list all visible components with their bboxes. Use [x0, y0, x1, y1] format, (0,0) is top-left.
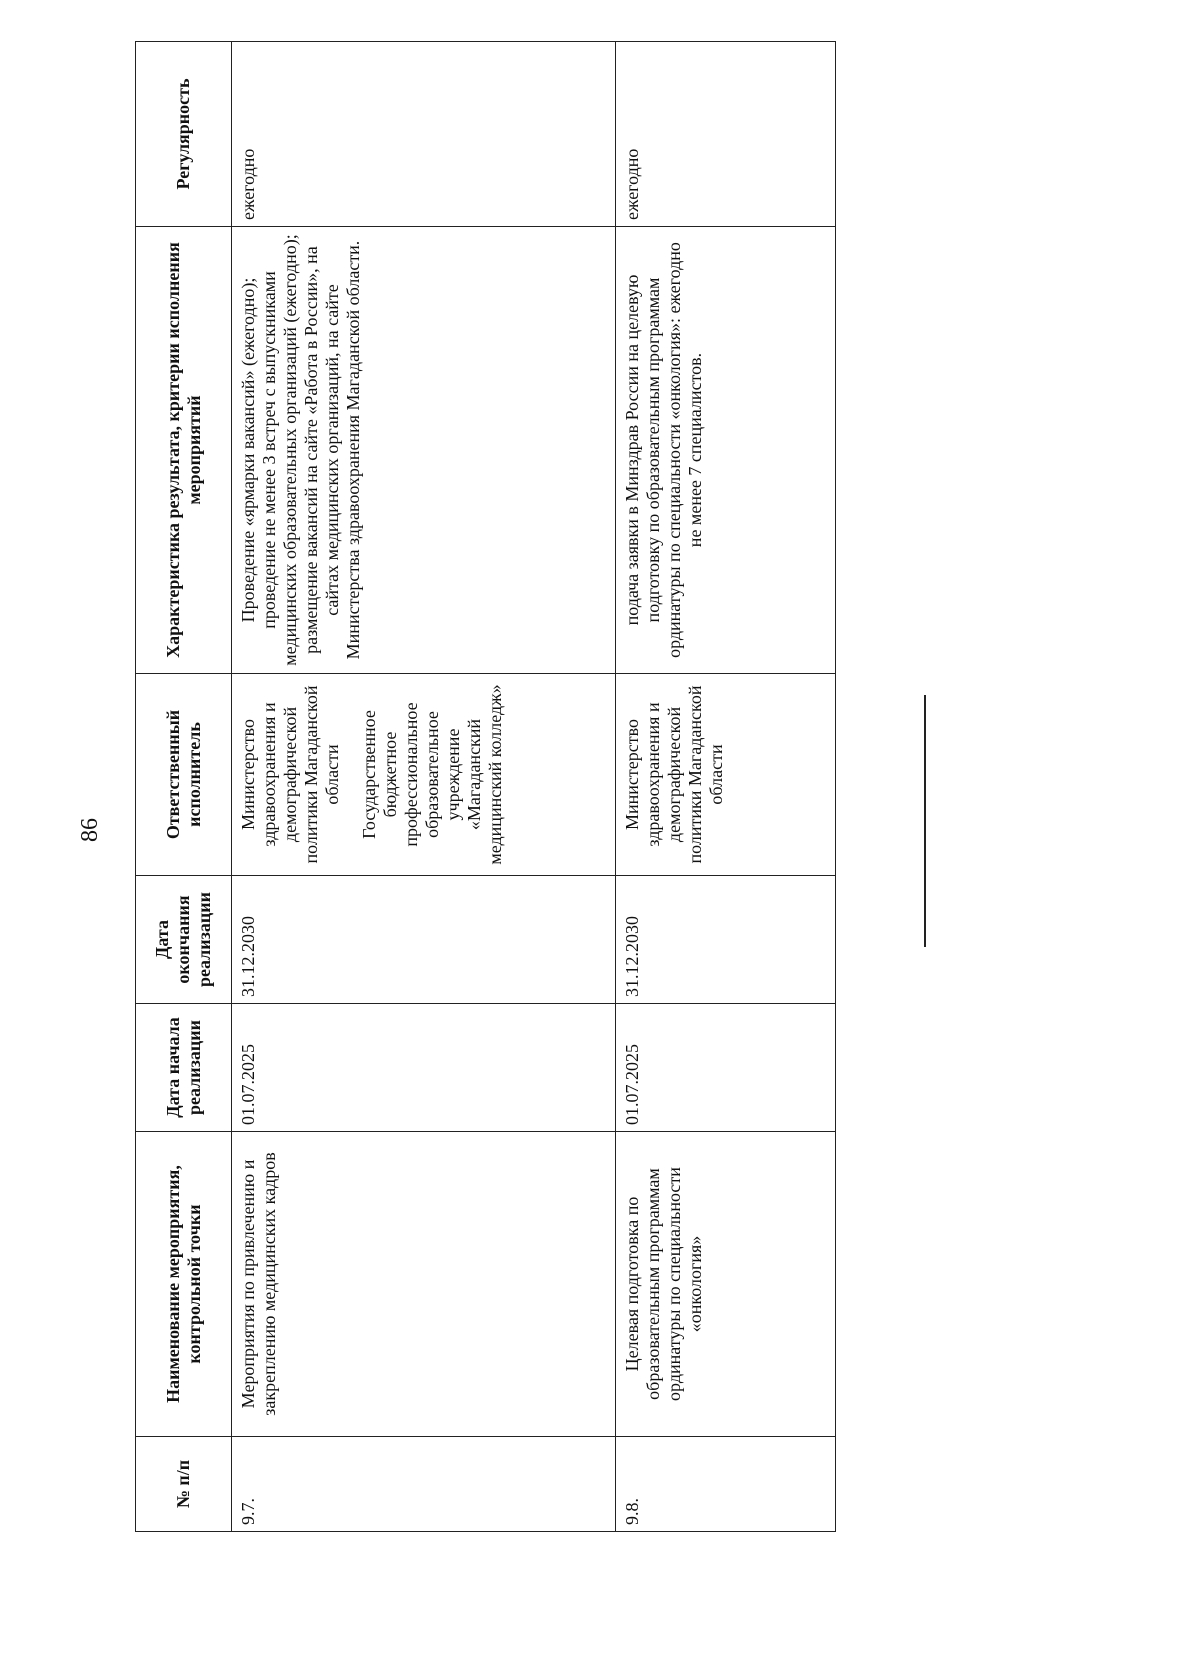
cell-regularity: ежегодно	[616, 42, 836, 227]
cell-num: 9.8.	[616, 1437, 836, 1532]
header-executor: Ответственный исполнитель	[136, 674, 232, 876]
header-start: Дата начала реализации	[136, 1004, 232, 1132]
header-result: Характеристика результата, критерии исполнения мероприятий	[136, 227, 232, 674]
cell-name: Целевая подготовка по образовательным программам ординатуры по специальности «онкология»	[616, 1132, 836, 1437]
cell-result: Проведение «ярмарки вакансий» (ежегодно); проведение не менее 3 встреч с выпускниками медицинских образовательных организаций (ежегодно); размещение вакансий на сайте «Работа в России», на сайтах медицинских организаций, на сайте Министерства здравоохранения Магаданской области.	[232, 227, 616, 674]
table-row	[232, 42, 616, 1532]
table-row	[616, 42, 836, 1532]
executor-college: Государственное бюджетное профессиональное образовательное учреждение «Магаданский медицинский колледж»	[359, 684, 505, 865]
header-end: Дата окончания реализации	[136, 876, 232, 1004]
header-name: Наименование мероприятия, контрольной точки	[136, 1132, 232, 1437]
cell-start: 01.07.2025	[616, 1004, 836, 1132]
cell-regularity: ежегодно	[232, 42, 616, 227]
cell-name: Мероприятия по привлечению и закреплению медицинских кадров	[232, 1132, 616, 1437]
cell-executor: Министерство здравоохранения и демографической политики Магаданской области	[616, 674, 836, 876]
header-regularity: Регулярность	[136, 42, 232, 227]
cell-num: 9.7.	[232, 1437, 616, 1532]
table-header-row	[136, 42, 232, 1532]
header-num: № п/п	[136, 1437, 232, 1532]
end-separator-line	[924, 695, 926, 947]
cell-end: 31.12.2030	[616, 876, 836, 1004]
cell-end: 31.12.2030	[232, 876, 616, 1004]
cell-executor	[232, 674, 616, 876]
executor-ministry: Министерство здравоохранения и демографической политики Магаданской области	[238, 685, 342, 864]
cell-result: подача заявки в Минздрав России на целевую подготовку по образовательным программам ординатуры по специальности «онкология»: ежегодно не менее 7 специалистов.	[616, 227, 836, 674]
page-number: 86	[77, 818, 103, 842]
measures-table	[135, 41, 836, 1532]
cell-start: 01.07.2025	[232, 1004, 616, 1132]
